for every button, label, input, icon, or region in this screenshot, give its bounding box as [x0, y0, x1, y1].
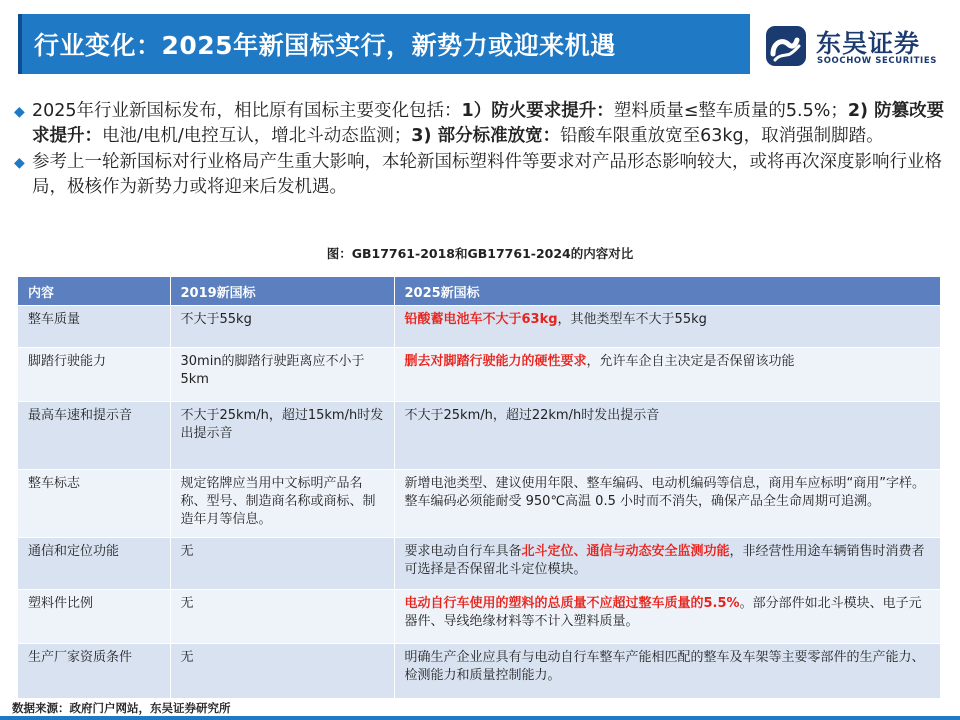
table-row — [18, 538, 940, 590]
row-2025-cell — [394, 348, 940, 402]
cell-text: 要求电动自行车具备 — [404, 544, 522, 559]
cell-text: ，非经营性用途车辆销售时消费者可选择是否保留北斗定位模块。 — [404, 544, 925, 577]
row-2025-cell: 新增电池类型、建议使用年限、整车编码、电动机编码等信息，商用车应标明“商用”字样。整车编码必须能耐受 950℃高温 0.5 小时而不消失，确保产品全生命周期可追溯。 — [394, 470, 940, 538]
bullet-text: 参考上一轮新国标对行业格局产生重大影响，本轮新国标塑料件等要求对产品形态影响较大，或将再次深度影响行业格局，极核作为新势力或将迎来后发机遇。 — [32, 152, 942, 197]
row-2025-cell: 明确生产企业应具有与电动自行车整车产能相匹配的整车及车架等主要零部件的生产能力、检测能力和质量控制能力。 — [394, 644, 940, 698]
row-2019-cell: 不大于25km/h，超过15km/h时发出提示音 — [170, 402, 394, 470]
bullet-text: 塑料质量≤整车质量的5.5%； — [613, 101, 848, 121]
cell-text: 。部分部件如北斗模块、电子元器件、导线绝缘材料等不计入塑料质量。 — [404, 596, 922, 629]
row-2019-cell: 规定铭牌应当用中文标明产品名称、型号、制造商名称或商标、制造年月等信息。 — [170, 470, 394, 538]
row-2019-cell: 无 — [170, 538, 394, 590]
diamond-bullet-icon: ◆ — [14, 155, 25, 171]
table-header-row — [18, 277, 940, 306]
row-item-cell: 脚踏行驶能力 — [18, 348, 170, 402]
row-item-cell: 通信和定位功能 — [18, 538, 170, 590]
page-title: 行业变化：2025年新国标实行，新势力或迎来机遇 — [34, 31, 616, 60]
table-row — [18, 306, 940, 348]
highlight-text: 铅酸蓄电池车不大于63kg — [404, 312, 558, 327]
logo-chinese-name: 东吴证券 — [816, 29, 921, 58]
header-bar — [18, 14, 750, 74]
diamond-bullet-icon: ◆ — [14, 104, 25, 120]
bullet-point-1 — [14, 99, 949, 148]
header-cell-content: 内容 — [18, 277, 170, 306]
cell-text: ，允许车企自主决定是否保留该功能 — [586, 354, 795, 369]
bullet-text: 电池/电机/电控互认，增北斗动态监测； — [102, 125, 412, 146]
cell-text: ，其他类型车不大于55kg — [557, 312, 707, 327]
row-2019-cell: 不大于55kg — [170, 306, 394, 348]
table-row — [18, 470, 940, 538]
soochow-logo-icon — [764, 24, 808, 68]
table-caption: 图：GB17761-2018和GB17761-2024的内容对比 — [326, 246, 634, 261]
bullet-point-2 — [14, 150, 949, 199]
data-source-note: 数据来源：政府门户网站，东吴证券研究所 — [12, 701, 231, 715]
table-row — [18, 644, 940, 698]
row-2025-cell: 不大于25km/h，超过22km/h时发出提示音 — [394, 402, 940, 470]
row-item-cell: 整车质量 — [18, 306, 170, 348]
summary-bullets — [14, 99, 949, 201]
row-2019-cell: 30min的脚踏行驶距离应不小于5km — [170, 348, 394, 402]
row-item-cell: 塑料件比例 — [18, 590, 170, 644]
highlight-text: 电动自行车使用的塑料的总质量不应超过整车质量的5.5% — [404, 596, 740, 611]
bullet-text: 铅酸车限重放宽至63kg，取消强制脚踏。 — [560, 125, 884, 146]
table-row — [18, 348, 940, 402]
logo-english-name: SOOCHOW SECURITIES — [817, 56, 937, 66]
comparison-table — [18, 277, 941, 698]
table-row — [18, 402, 940, 470]
row-2019-cell: 无 — [170, 590, 394, 644]
row-2019-cell: 无 — [170, 644, 394, 698]
header-cell-2025: 2025新国标 — [394, 277, 940, 306]
bullet-text: 2025年行业新国标发布，相比原有国标主要变化包括： — [32, 101, 462, 121]
highlight-text: 北斗定位、通信与动态安全监测功能 — [521, 544, 730, 559]
row-item-cell: 生产厂家资质条件 — [18, 644, 170, 698]
row-2025-cell — [394, 306, 940, 348]
bullet-bold-text: 2) 防篡改要求提升： — [32, 101, 945, 146]
bottom-accent-bar — [0, 716, 960, 720]
row-item-cell: 最高车速和提示音 — [18, 402, 170, 470]
bullet-bold-text: 3) 部分标准放宽： — [411, 125, 561, 146]
row-item-cell: 整车标志 — [18, 470, 170, 538]
company-logo — [760, 20, 950, 72]
row-2025-cell — [394, 590, 940, 644]
header-cell-2019: 2019新国标 — [170, 277, 394, 306]
row-2025-cell — [394, 538, 940, 590]
bullet-bold-text: 1）防火要求提升： — [461, 101, 614, 121]
table-row — [18, 590, 940, 644]
highlight-text: 删去对脚踏行驶能力的硬性要求 — [404, 354, 587, 369]
